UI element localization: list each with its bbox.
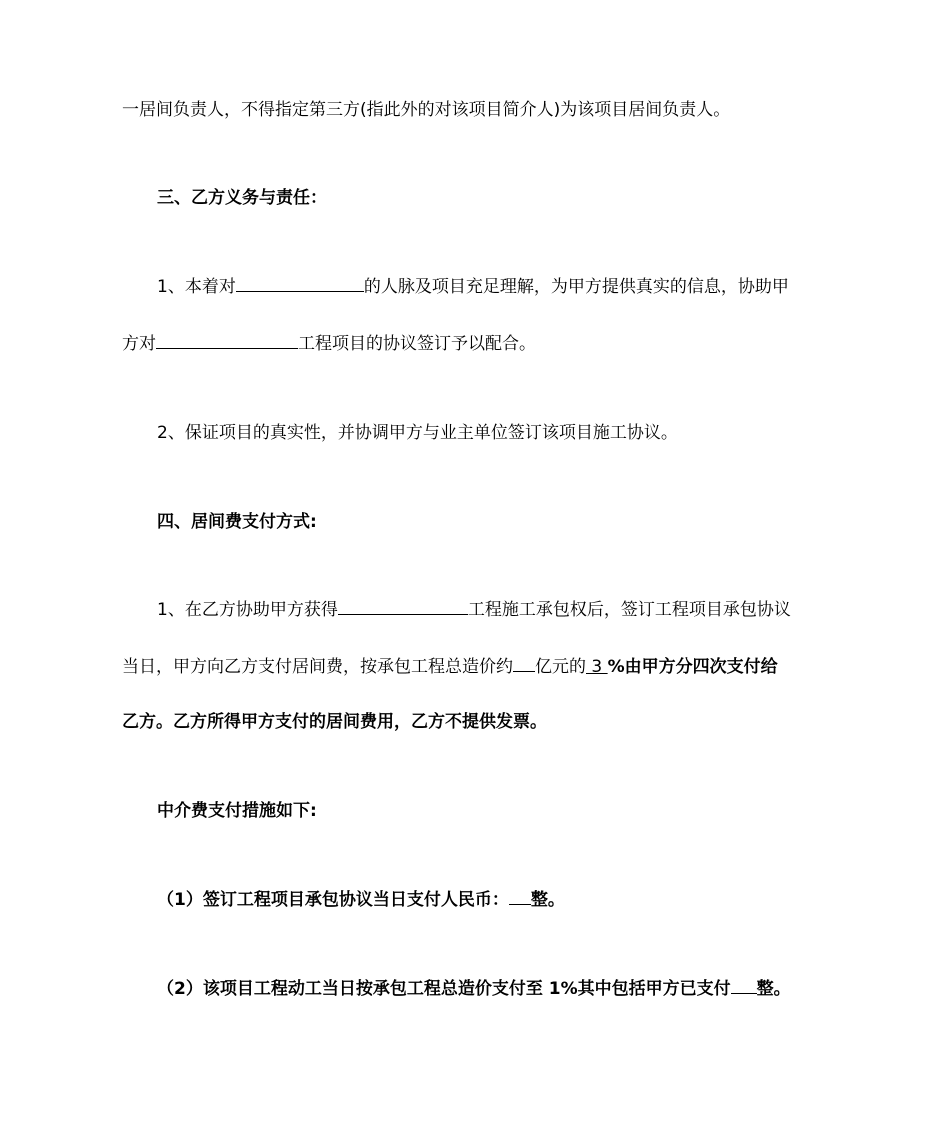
paragraph-line	[122, 655, 778, 679]
section-heading-3	[157, 186, 327, 210]
list-item	[157, 888, 565, 912]
text: 亿元的	[535, 657, 586, 677]
text: 方对	[122, 334, 156, 354]
text: 1、在乙方协助甲方获得	[157, 600, 338, 620]
fill-blank[interactable]	[338, 598, 468, 615]
paragraph-line	[157, 421, 678, 445]
fill-blank[interactable]	[731, 977, 757, 994]
text: 1、本着对	[157, 277, 236, 297]
fill-blank[interactable]	[513, 655, 535, 672]
paragraph-line	[122, 710, 547, 734]
text: 一居间负责人，不得指定第三方(指此外的对该项目简介人)为该项目居间负责人。	[122, 100, 731, 120]
text: 整。	[530, 890, 565, 910]
text: 整。	[756, 979, 791, 999]
paragraph-line	[157, 598, 791, 622]
text: 工程施工承包权后，签订工程项目承包协议	[467, 600, 791, 620]
paragraph-line	[122, 98, 730, 122]
text: 三、乙方义务与责任：	[157, 188, 327, 208]
text: 的人脉及项目充足理解，为甲方提供真实的信息，协助甲	[363, 277, 789, 297]
fill-blank[interactable]	[509, 888, 531, 905]
text: （1）签订工程项目承包协议当日支付人民币：	[157, 890, 509, 910]
fill-blank[interactable]	[156, 332, 298, 349]
sub-heading	[157, 799, 317, 823]
text: 四、居间费支付方式:	[157, 512, 317, 532]
paragraph-line	[157, 275, 789, 299]
list-item	[157, 977, 791, 1001]
section-heading-4	[157, 510, 317, 534]
text: 工程项目的协议签订予以配合。	[298, 334, 536, 354]
bold-text: 乙方所得甲方支付的居间费用，乙方不提供发票。	[173, 712, 547, 732]
underlined-value: 3	[586, 657, 608, 677]
fill-blank[interactable]	[236, 275, 364, 292]
paragraph-line	[122, 332, 536, 356]
text: 当日，甲方向乙方支付居间费，按承包工程总造价约	[122, 657, 513, 677]
text: 乙方。	[122, 712, 173, 732]
text: 2、保证项目的真实性，并协调甲方与业主单位签订该项目施工协议。	[157, 423, 678, 443]
text: 中介费支付措施如下:	[157, 801, 317, 821]
text: （2）该项目工程动工当日按承包工程总造价支付至 1%其中包括甲方已支付	[157, 979, 731, 999]
text: %由甲方分四次支付给	[607, 657, 778, 677]
